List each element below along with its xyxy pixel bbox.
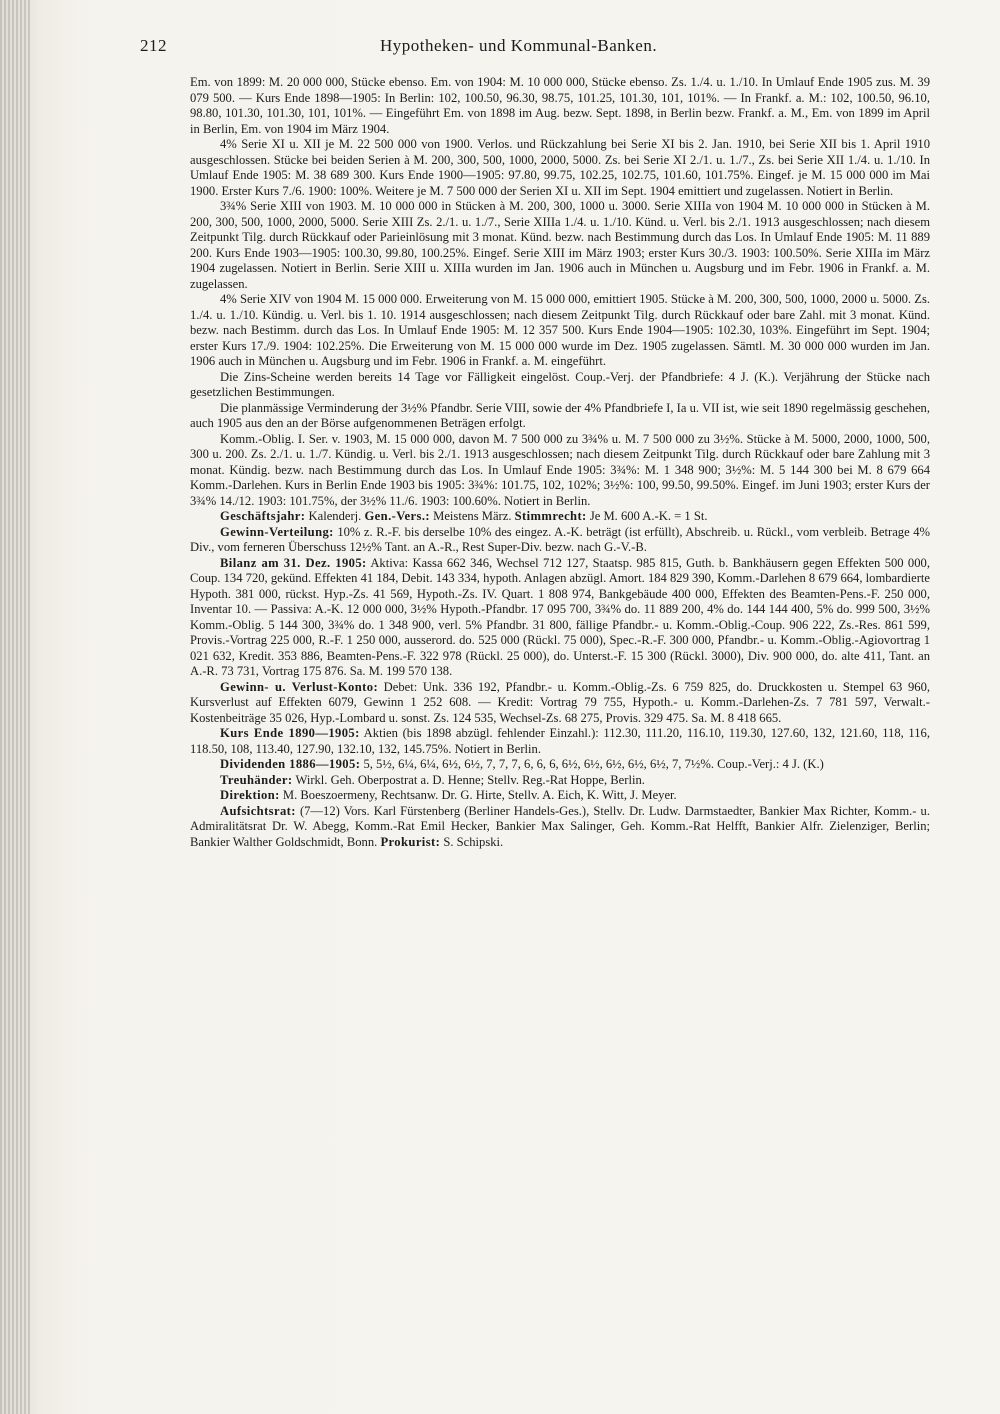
value-dividenden: 5, 5½, 6¼, 6¼, 6½, 6½, 7, 7, 7, 6, 6, 6, 6½, 6½, 6½, 6½, 6½, 7, 7½%. Coup.-Verj.: 4 J. (K.) [363, 757, 824, 771]
value-bilanz: Aktiva: Kassa 662 346, Wechsel 712 127, Staatsp. 985 815, Guth. b. Bankhäusern gegen Effekten 500 000, Coup. 134 720, gekünd. Effekten 41 184, Debit. 143 334, hypoth. Anlagen abzügl. Amort. 184 829 390, Komm.-Darlehen 8 679 664, lombardierte Hypoth. 381 000, rückst. Hyp.-Zs. 41 569, Hypoth.-Zs. IV. Quart. 1 808 974, Bankgebäude 400 000, Effekten des Beamten-Pens.-F. 250 000, Inventar 10. — Passiva: A.-K. 12 000 000, 3½% Hypoth.-Pfandbr. 17 095 700, 3¾% do. 11 889 200, 4% do. 144 144 400, 5% do. 999 500, 3½% Komm.-Oblig. 5 144 300, 3¾% do. 1 348 900, verl. 5% Pfandbr. 31 800, fällige Pfandbr.- u. Komm.-Oblig.-Coup. 906 222, Zs.-Res. 861 599, Provis.-Vortrag 225 000, R.-F. 1 250 000, ausserord. do. 525 000 (Rückl. 75 000), Spec.-R.-F. 300 000, Pfandbr.- u. Komm.-Oblig.-Agiovortrag 1 021 632, Kredit. 353 886, Beamten-Pens.-F. 322 978 (Rückl. 25 000), do. Unterst.-F. 15 300 (Rückl. 3000), Div. 900 000, do. alte 411, Tant. an A.-R. 73 731, Vortrag 175 876. Sa. M. 199 570 138. [190, 555, 930, 678]
paragraph-verminderung: Die planmässige Verminderung der 3½% Pfandbr. Serie VIII, sowie der 4% Pfandbriefe I, Ia u. VII ist, wie seit 1890 regelmässig geschehen, auch 1905 aus den an der Börse aufgenommenen Beträgen erfolgt. [190, 400, 930, 430]
label-bilanz: Bilanz am 31. Dez. 1905: [220, 555, 367, 570]
label-dividenden: Dividenden 1886—1905: [220, 757, 361, 771]
paragraph-komm-oblig: Komm.-Oblig. I. Ser. v. 1903, M. 15 000 000, davon M. 7 500 000 zu 3¾% u. M. 7 500 000 zu 3½%. Stücke à M. 5000, 2000, 1000, 500, 300 u. 200. Zs. 2./1. u. 1./7. Kündig. u. Verl. bis 2./1. 1913 ausgeschlossen; nach diesem Zeitpunkt Tilg. durch Rückkauf oder bare Zahlung mit 3 monat. Kündig. bezw. nach Bestimmung durch das Los. In Umlauf Ende 1905: 3¾%: M. 1 348 900; 3½%: M. 5 144 300 bei M. 8 679 664 Komm.-Darlehen. Kurs in Berlin Ende 1903 bis 1905: 3¾%: 101.75, 102, 102%; 3½%: 100, 99.50, 99.50%. Eingef. im Juni 1903; erster Kurs der 3¾% 14./12. 1903: 101.75%, der 3½% 11./6. 1903: 100.60%. Notiert in Berlin. [190, 431, 930, 508]
label-direktion: Direktion: [220, 788, 280, 802]
value-geschaeftsjahr: Kalenderj. [308, 509, 362, 523]
page-number: 212 [140, 36, 167, 55]
paragraph-emissions-1899-1904: Em. von 1899: M. 20 000 000, Stücke ebenso. Em. von 1904: M. 10 000 000, Stücke ebenso. Zs. 1./4. u. 1./10. In Umlauf Ende 1905 zus. M. 39 079 500. — Kurs Ende 1898—1905: In Berlin: 102, 100.50, 96.30, 98.75, 101.25, 101.30, 101, 101%. — In Frankf. a. M.: 102, 100.50, 96.10, 98.80, 101.30, 101.30, 101, 101%. — Eingeführt Em. von 1898 im Aug. bezw. Sept. 1898, in Berlin bezw. Frankf. a. M., Em. von 1899 im April in Berlin, Em. von 1904 im März 1904. [190, 75, 930, 136]
entry-geschaeftsjahr [190, 509, 930, 525]
paragraph-serie-xi-xii: 4% Serie XI u. XII je M. 22 500 000 von 1900. Verlos. und Rückzahlung bei Serie XI bis 2. Jan. 1910, bei Serie XII bis 1. April 1910 ausgeschlossen. Stücke bei beiden Serien à M. 200, 300, 500, 1000, 2000, 5000. Zs. bei Serie XI 2./1. u. 1./7., Zs. bei Serie XII 1./4. u. 1./10. In Umlauf Ende 1905: M. 38 689 300. Kurs Ende 1900—1905: 97.80, 99.75, 102.25, 102.75, 101.60, 101.75%. Eingef. je M. 15 000 000 im Mai 1900. Erster Kurs 7./6. 1900: 100%. Weitere je M. 7 500 000 der Serien XI u. XII im Sept. 1904 emittiert und zugelassen. Notiert in Berlin. [190, 137, 930, 198]
entry-kurs-ende [190, 726, 930, 757]
entry-direktion [190, 788, 930, 804]
running-title: Hypotheken- und Kommunal-Banken. [380, 36, 658, 55]
paragraph-zins-scheine: Die Zins-Scheine werden bereits 14 Tage vor Fälligkeit eingelöst. Coup.-Verj. der Pfandbriefe: 4 J. (K.). Verjährung der Stücke nach gesetzlichen Bestimmungen. [190, 369, 930, 399]
value-kurs-ende: Aktien (bis 1898 abzügl. fehlender Einzahl.): 112.30, 111.20, 116.10, 119.30, 127.60, 132, 121.60, 118, 116, 118.50, 108, 113.40, 127.90, 132.10, 132, 145.75%. Notiert in Berlin. [190, 726, 930, 756]
value-prokurist: S. Schipski. [443, 834, 504, 849]
paragraph-serie-xiii: 3¾% Serie XIII von 1903. M. 10 000 000 in Stücken à M. 200, 300, 1000 u. 3000. Serie XIIIa von 1904 M. 10 000 000 in Stücken à M. 200, 300, 500, 1000, 2000, 5000. Serie XIII Zs. 2./1. u. 1./7., Serie XIIIa 1./4. u. 1./10. Künd. u. Verl. bis 2./1. 1913 ausgeschlossen; nach diesem Zeitpunkt Tilg. durch Rückkauf oder Parieinlösung mit 3 monat. Künd. bezw. nach Bestimmung durch das Los. In Umlauf Ende 1905: M. 11 889 200. Kurs Ende 1903—1905: 100.30, 99.80, 100.25%. Eingef. Serie XIII im März 1903; erster Kurs 30./3. 1903: 100.50%. Serie XIIIa im März 1904 zugelassen. Notiert in Berlin. Serie XIII u. XIIIa wurden im Jan. 1906 auch in München u. Augsburg und im Febr. 1906 in Frankf. a. M. zugelassen. [190, 199, 930, 291]
label-kurs-ende: Kurs Ende 1890—1905: [220, 726, 360, 740]
value-gewinn-verlust-konto: Debet: Unk. 336 192, Pfandbr.- u. Komm.-Oblig.-Zs. 6 759 825, do. Druckkosten u. Stempel 63 960, Kursverlust auf Effekten 6079, Gewinn 1 252 608. — Kredit: Vortrag 79 755, Hypoth.- u. Komm.-Darlehen-Zs. 7 781 597, Verwalt.-Kostenbeiträge 35 026, Hyp.-Lombard u. sonst. Zs. 124 535, Wechsel-Zs. 68 275, Provis. 329 475. Sa. M. 8 418 665. [190, 679, 931, 725]
value-gen-vers: Meistens März. [433, 509, 512, 523]
entry-gewinn-verteilung [190, 525, 930, 556]
value-gewinn-verteilung: 10% z. R.-F. bis derselbe 10% des eingez. A.-K. beträgt (ist erfüllt), Abschreib. u. Rückl., vom verbleib. Betrage 4% Div., vom ferneren Überschuss 12½% Tant. an A.-R., Rest Super-Div. bezw. nach G.-V.-B. [190, 524, 930, 554]
page-header [140, 36, 930, 60]
label-gen-vers: Gen.-Vers.: [364, 509, 430, 523]
entry-bilanz [190, 556, 930, 680]
label-gewinn-verteilung: Gewinn-Verteilung: [220, 524, 334, 539]
label-stimmrecht: Stimmrecht: [514, 509, 587, 523]
value-stimmrecht: Je M. 600 A.-K. = 1 St. [589, 509, 708, 523]
value-aufsichtsrat: (7—12) Vors. Karl Fürstenberg (Berliner Handels-Ges.), Stellv. Dr. Ludw. Darmstaedter, Bankier Max Richter, Komm.- u. Admiralitätsrat Dr. W. Abegg, Komm.-Rat Emil Hecker, Bankier Max Salinger, Geh. Komm.-Rat Helfft, Bankier Alfr. Zielenziger, Berlin; Bankier Walther Goldschmidt, Bonn. [190, 803, 930, 849]
label-aufsichtsrat: Aufsichtsrat: [220, 803, 296, 818]
label-prokurist: Prokurist: [380, 834, 441, 849]
value-treuhaender: Wirkl. Geh. Oberpostrat a. D. Henne; Stellv. Reg.-Rat Hoppe, Berlin. [295, 772, 645, 787]
paragraph-serie-xiv: 4% Serie XIV von 1904 M. 15 000 000. Erweiterung von M. 15 000 000, emittiert 1905. Stücke à M. 200, 300, 500, 1000, 2000 u. 5000. Zs. 1./4. u. 1./10. Kündig. u. Verl. bis 1. 10. 1914 ausgeschlossen; nach diesem Zeitpunkt Tilg. durch Rückkauf oder bare Zahl. mit 3 monat. Künd. bezw. nach Bestimm. durch das Los. In Umlauf Ende 1905: M. 12 357 500. Kurs Ende 1904—1905: 102.30, 103%. Eingeführt im Sept. 1904; erster Kurs 17./9. 1904: 102.25%. Die Erweiterung von M. 15 000 000 wurde im Dez. 1905 zugelassen. Sämtl. M. 30 000 000 wurden im Jan. 1906 auch in München u. Augsburg und im Febr. 1906 in Frankf. a. M. eingeführt. [190, 292, 930, 368]
entry-gewinn-verlust-konto [190, 680, 930, 727]
book-binding-edge [0, 0, 30, 1414]
entry-aufsichtsrat [190, 804, 930, 851]
entry-dividenden [190, 757, 930, 773]
label-geschaeftsjahr: Geschäftsjahr: [220, 509, 306, 523]
page-body [190, 75, 930, 850]
label-gewinn-verlust-konto: Gewinn- u. Verlust-Konto: [220, 679, 379, 694]
entry-treuhaender [190, 773, 930, 789]
label-treuhaender: Treuhänder: [220, 772, 293, 787]
value-direktion: M. Boeszoermeny, Rechtsanw. Dr. G. Hirte, Stellv. A. Eich, K. Witt, J. Meyer. [282, 788, 677, 802]
